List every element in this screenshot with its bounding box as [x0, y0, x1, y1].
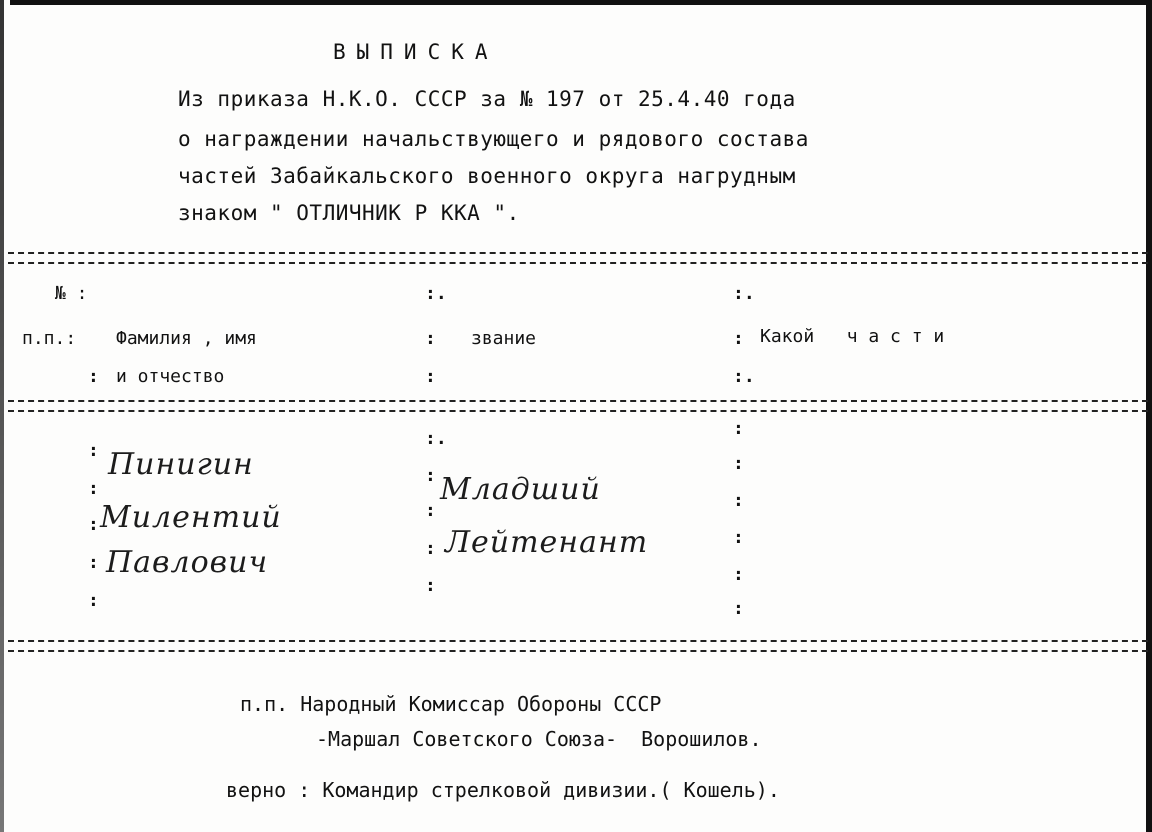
header-name-line-2: и отчество — [116, 366, 225, 387]
column-separator: :. — [733, 366, 755, 387]
column-separator: : — [88, 590, 99, 611]
scan-border-top — [10, 0, 1152, 5]
recipient-first-name: Милентий — [100, 500, 282, 535]
table-rule-top — [8, 252, 1148, 264]
heading-line-3: частей Забайкальского военного округа нагрудным — [178, 164, 796, 188]
header-number-abbr: п.п.: — [22, 328, 77, 349]
table-rule-middle — [8, 400, 1148, 412]
column-separator: :. — [425, 283, 447, 304]
column-separator: : — [425, 575, 436, 596]
column-separator: : — [733, 418, 744, 439]
rank-line-2: Лейтенант — [445, 525, 649, 560]
footer-signature-title: п.п. Народный Комиссар Обороны СССР — [240, 692, 662, 716]
column-separator: : — [425, 538, 436, 559]
column-separator: : — [733, 490, 744, 511]
header-rank: звание — [471, 328, 537, 349]
document-title: ВЫПИСКА — [333, 40, 499, 64]
column-separator: : — [88, 478, 99, 499]
footer-signature-name: -Маршал Советского Союза- Ворошилов. — [316, 727, 762, 751]
rank-line-1: Младший — [440, 472, 601, 507]
column-separator: : — [88, 440, 99, 461]
column-separator: : — [733, 564, 744, 585]
column-separator: : — [733, 453, 744, 474]
header-name-line-1: Фамилия , имя — [116, 328, 257, 349]
column-separator: : — [733, 527, 744, 548]
recipient-patronymic: Павлович — [106, 545, 269, 580]
heading-line-2: о награждении начальствующего и рядового состава — [178, 127, 809, 151]
scan-border-left — [0, 0, 4, 832]
table-rule-bottom — [8, 640, 1148, 652]
column-separator: : — [733, 328, 744, 349]
column-separator: : — [733, 598, 744, 619]
header-unit: Какой ч а с т и — [760, 326, 945, 347]
column-separator: : — [88, 552, 99, 573]
scan-border-right — [1146, 0, 1152, 832]
column-separator: : — [425, 500, 436, 521]
column-separator: : — [425, 366, 436, 387]
column-separator: :. — [733, 283, 755, 304]
header-number-sign: № : — [55, 283, 88, 304]
column-separator: : — [88, 366, 99, 387]
column-separator: : — [88, 514, 99, 535]
recipient-surname: Пинигин — [108, 447, 254, 482]
heading-line-4: знаком " ОТЛИЧНИК Р ККА ". — [178, 201, 520, 225]
column-separator: : — [425, 465, 436, 486]
footer-certification: верно : Командир стрелковой дивизии.( Кошель). — [226, 778, 780, 802]
column-separator: :. — [425, 428, 447, 449]
heading-line-1: Из приказа Н.К.О. СССР за № 197 от 25.4.40 года — [178, 87, 796, 111]
column-separator: : — [425, 328, 436, 349]
